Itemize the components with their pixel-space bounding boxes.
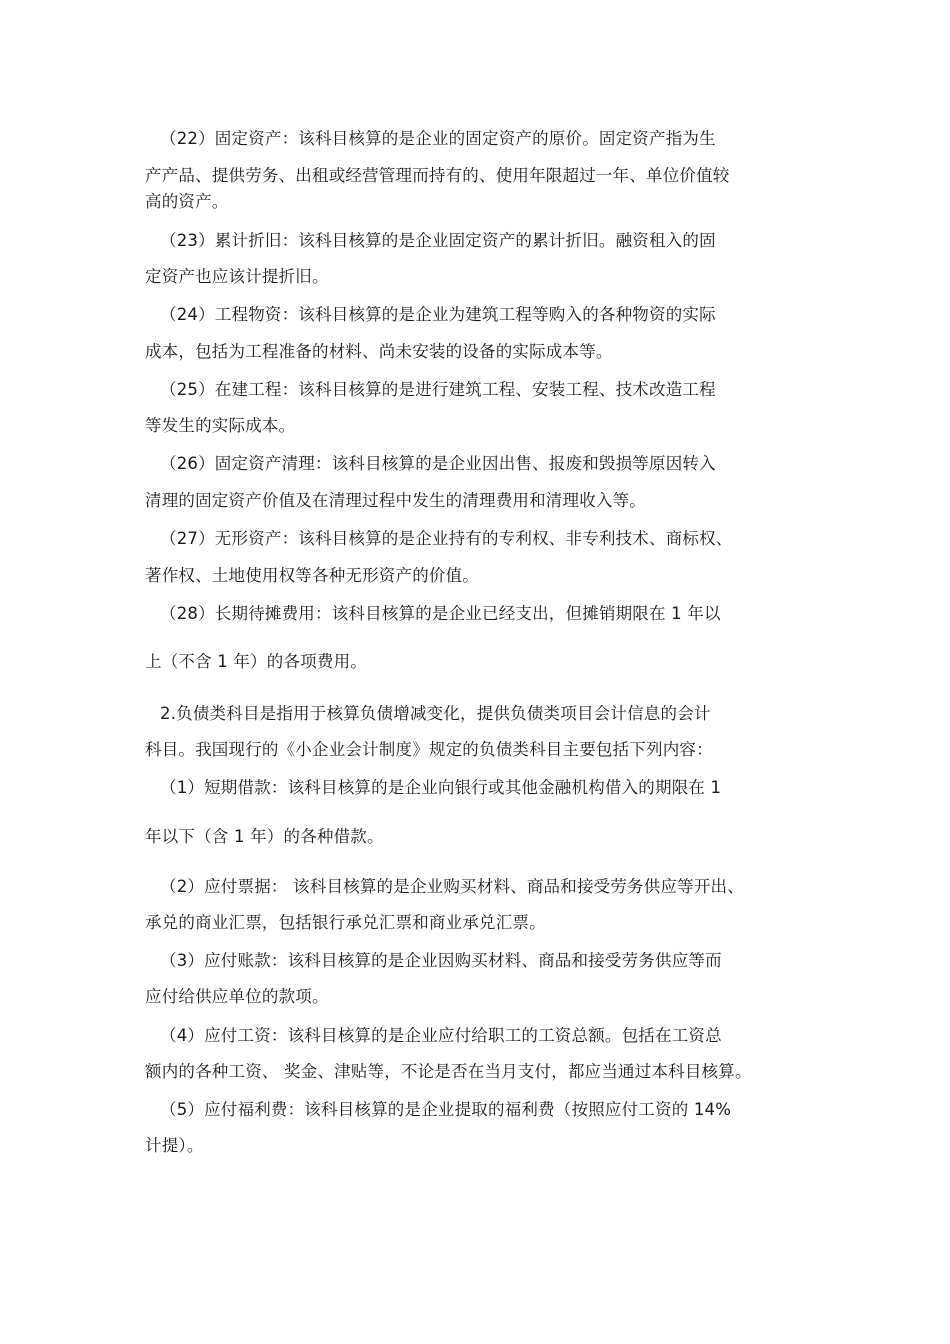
- text-line: 成本，包括为工程准备的材料、尚未安装的设备的实际成本等。: [145, 342, 613, 361]
- text-line: 定资产也应该计提折旧。: [145, 267, 329, 286]
- text-line: （24）工程物资：该科目核算的是企业为建筑工程等购入的各种物资的实际: [160, 305, 716, 324]
- text-line: （27）无形资产：该科目核算的是企业持有的专利权、非专利技术、商标权、: [160, 529, 733, 548]
- text-line: （4）应付工资：该科目核算的是企业应付给职工的工资总额。包括在工资总: [160, 1026, 722, 1045]
- text-line: （1）短期借款：该科目核算的是企业向银行或其他金融机构借入的期限在 1: [160, 778, 722, 797]
- text-line: 科目。我国现行的《小企业会计制度》规定的负债类科目主要包括下列内容：: [145, 740, 713, 759]
- text-line: （26）固定资产清理：该科目核算的是企业因出售、报废和毁损等原因转入: [160, 454, 716, 473]
- text-line: （5）应付福利费：该科目核算的是企业提取的福利费（按照应付工资的 14%: [160, 1100, 732, 1119]
- text-line: 产产品、提供劳务、出租或经营管理而持有的、使用年限超过一年、单位价值较: [145, 166, 730, 185]
- text-line: 应付给供应单位的款项。: [145, 987, 329, 1006]
- text-line: （3）应付账款：该科目核算的是企业因购买材料、商品和接受劳务供应等而: [160, 951, 722, 970]
- text-line: 清理的固定资产价值及在清理过程中发生的清理费用和清理收入等。: [145, 491, 646, 510]
- text-line: （2）应付票据： 该科目核算的是企业购买材料、商品和接受劳务供应等开出、: [160, 877, 744, 896]
- text-line: （23）累计折旧：该科目核算的是企业固定资产的累计折旧。融资租入的固: [160, 231, 716, 250]
- text-line: 承兑的商业汇票，包括银行承兑汇票和商业承兑汇票。: [145, 913, 546, 932]
- text-line: 计提）。: [145, 1136, 204, 1155]
- text-line: 高的资产。: [145, 192, 229, 211]
- text-line: （25）在建工程：该科目核算的是进行建筑工程、安装工程、技术改造工程: [160, 380, 716, 399]
- text-line: 等发生的实际成本。: [145, 416, 296, 435]
- text-line: 年以下（含 1 年）的各种借款。: [145, 827, 384, 846]
- text-line: 著作权、土地使用权等各种无形资产的价值。: [145, 566, 479, 585]
- text-line: （22）固定资产：该科目核算的是企业的固定资产的原价。固定资产指为生: [160, 129, 716, 148]
- text-line: （28）长期待摊费用：该科目核算的是企业已经支出，但摊销期限在 1 年以: [160, 604, 721, 623]
- text-line: 2.负债类科目是指用于核算负债增减变化，提供负债类项目会计信息的会计: [160, 704, 711, 723]
- text-line: 额内的各种工资、 奖金、津贴等，不论是否在当月支付，都应当通过本科目核算。: [145, 1062, 752, 1081]
- text-line: 上（不含 1 年）的各项费用。: [145, 652, 367, 671]
